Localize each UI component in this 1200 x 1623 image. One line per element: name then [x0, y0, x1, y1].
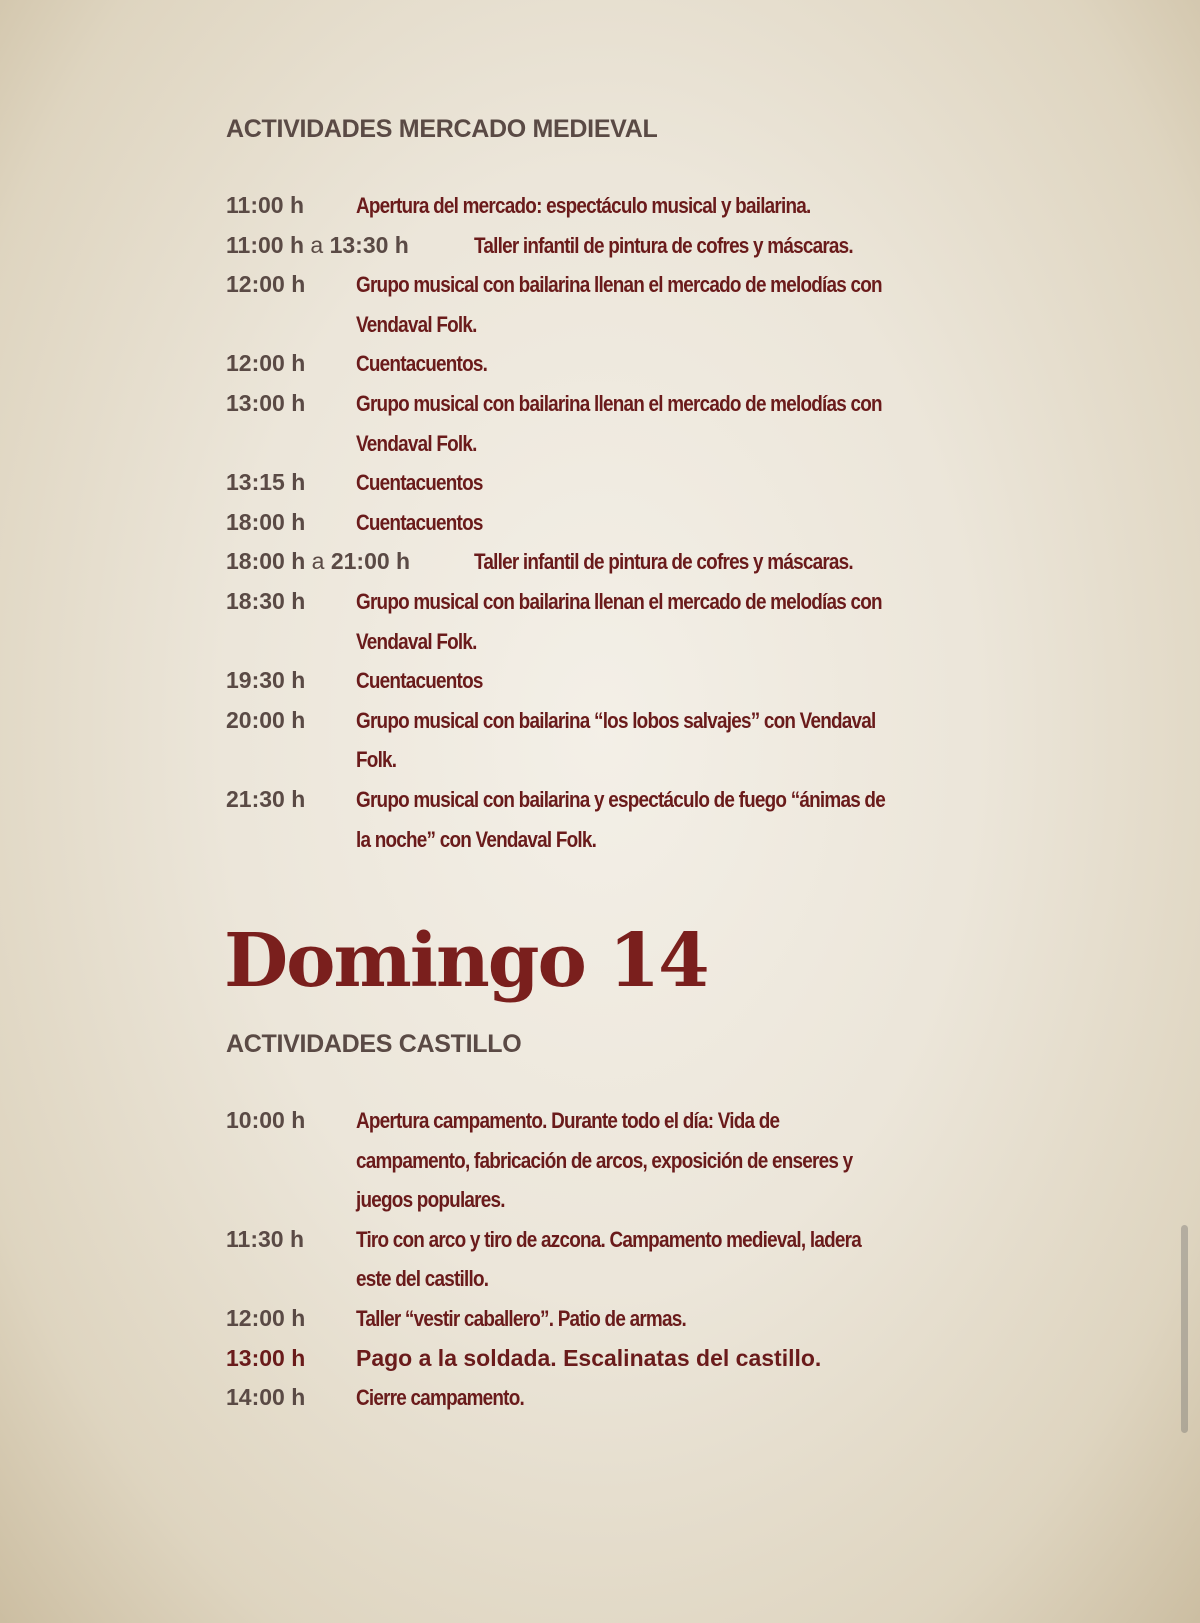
activity-description: Taller infantil de pintura de cofres y máscaras.	[474, 549, 853, 575]
time-range-label: 11:00 h a 13:30 h	[226, 231, 409, 258]
schedule-row	[226, 542, 986, 582]
time-label: 12:00 h	[226, 271, 306, 298]
activity-description: Taller infantil de pintura de cofres y máscaras.	[474, 232, 853, 258]
activity-description: Cuentacuentos	[356, 668, 483, 694]
schedule-row	[226, 384, 986, 463]
time-label: 13:00 h	[226, 389, 306, 416]
activity-description: Grupo musical con bailarina llenan el mercado de melodías con Vendaval Folk.	[356, 272, 882, 337]
section-heading-mercado: ACTIVIDADES MERCADO MEDIEVAL	[226, 115, 658, 143]
time-label: 21:30 h	[226, 785, 306, 812]
schedule-row	[226, 582, 986, 661]
activity-description: Apertura del mercado: espectáculo musical y bailarina.	[356, 193, 811, 218]
activity-description: Grupo musical con bailarina “los lobos salvajes” con Vendaval Folk.	[356, 707, 876, 773]
time-label: 20:00 h	[226, 706, 306, 733]
schedule-castillo	[226, 1101, 986, 1418]
time-label: 11:30 h	[226, 1225, 304, 1252]
schedule-row	[226, 1378, 986, 1418]
time-label: 19:30 h	[226, 667, 306, 694]
time-label: 13:15 h	[226, 469, 306, 496]
schedule-row	[226, 503, 986, 543]
activity-description: Cierre campamento.	[356, 1385, 524, 1411]
schedule-row	[226, 344, 986, 384]
activity-description: Grupo musical con bailarina llenan el mercado de melodías con Vendaval Folk.	[356, 390, 882, 456]
activity-description: Apertura campamento. Durante todo el día: Vida de campamento, fabricación de arcos, exposición de enseres y juegos populares.	[356, 1108, 853, 1213]
schedule-row	[226, 226, 986, 266]
schedule-row-highlight	[226, 1339, 986, 1379]
activity-description: Tiro con arco y tiro de azcona. Campamento medieval, ladera este del castillo.	[356, 1226, 861, 1292]
scrollbar[interactable]	[1181, 1225, 1188, 1433]
day-title: Domingo 14	[224, 918, 708, 1004]
schedule-row	[226, 701, 986, 780]
time-range-label: 18:00 h a 21:00 h	[226, 548, 411, 575]
schedule-mercado	[226, 186, 986, 859]
schedule-row	[226, 1299, 986, 1339]
time-label: 18:00 h	[226, 508, 306, 535]
schedule-row	[226, 661, 986, 701]
activity-description: Cuentacuentos.	[356, 351, 488, 377]
section-heading-castillo: ACTIVIDADES CASTILLO	[226, 1030, 522, 1058]
time-label: 12:00 h	[226, 350, 306, 377]
schedule-row	[226, 463, 986, 503]
time-label: 10:00 h	[226, 1107, 306, 1133]
time-label: 14:00 h	[226, 1384, 306, 1411]
activity-description: Cuentacuentos	[356, 509, 483, 535]
activity-description: Cuentacuentos	[356, 470, 483, 496]
activity-description: Grupo musical con bailarina llenan el mercado de melodías con Vendaval Folk.	[356, 588, 882, 654]
activity-description: Pago a la soldada. Escalinatas del castillo.	[356, 1344, 822, 1371]
schedule-row	[226, 1101, 986, 1220]
schedule-row	[226, 1220, 986, 1299]
schedule-row	[226, 265, 986, 344]
time-label: 12:00 h	[226, 1304, 306, 1331]
time-label: 18:30 h	[226, 587, 306, 614]
time-label: 13:00 h	[226, 1344, 306, 1371]
schedule-row	[226, 780, 986, 859]
activity-description: Grupo musical con bailarina y espectáculo de fuego “ánimas de la noche” con Vendaval Folk.	[356, 786, 885, 852]
time-label: 11:00 h	[226, 192, 304, 218]
activity-description: Taller “vestir caballero”. Patio de armas.	[356, 1305, 686, 1331]
schedule-row	[226, 186, 986, 226]
